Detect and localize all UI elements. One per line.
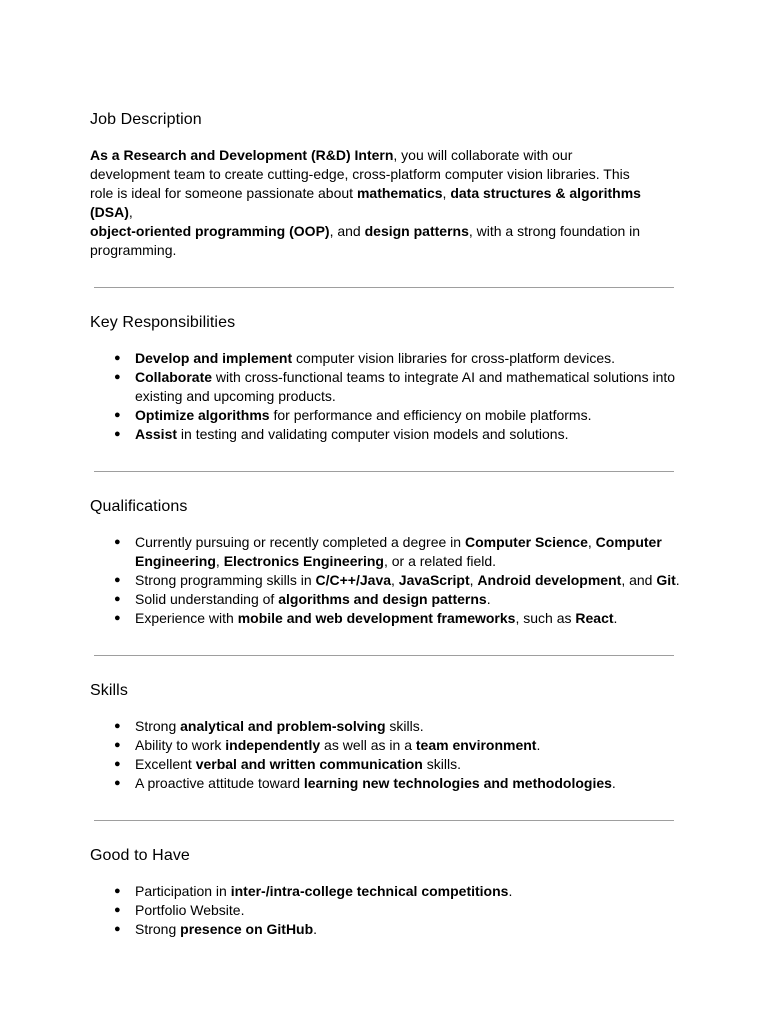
bullet-icon: ● [114,593,121,605]
bold-text: presence on GitHub [180,921,314,937]
bold-text: object-oriented programming (OOP) [90,223,330,239]
text: , or a related field. [383,553,497,569]
bold-text: mobile and web development frameworks [237,610,516,626]
bullet-icon: ● [114,904,121,916]
text: Portfolio Website. [135,902,245,918]
bold-text: Optimize algorithms [135,407,270,423]
list-item [90,349,680,368]
bold-text: data structures & algorithms (DSA) [90,185,641,220]
text: Strong programming skills in [135,572,316,588]
text: in testing and validating computer vision models and solutions. [177,426,569,442]
text: Solid understanding of [135,591,279,607]
bold-text: independently [225,737,321,753]
bold-text: C/C++/Java [315,572,392,588]
list-item [90,717,680,736]
list-item [90,774,680,793]
bullet-icon: ● [114,923,121,935]
bold-text: Computer Engineering [135,534,662,569]
bold-text: Computer Science [464,534,588,550]
text: , with a strong foundation in programming. [90,223,641,258]
text: Participation in [135,883,231,899]
document-page [90,109,680,939]
bold-text: design patterns [364,223,469,239]
bold-text: As a Research and Development (R&D) Intern [90,147,394,163]
bold-text: analytical and problem-solving [180,718,386,734]
text: . [508,883,513,899]
bullet-icon: ● [114,720,121,732]
text: , [391,572,399,588]
bold-text: Android development [477,572,622,588]
bold-text: Git [656,572,676,588]
list-item [90,882,680,901]
section-title-job-description: Job Description [90,111,202,128]
bold-text: Assist [135,426,178,442]
text: with cross-functional teams to integrate AI and mathematical solutions into existing and upcoming products. [135,369,676,404]
bold-text: learning new technologies and methodologies [303,775,612,791]
bold-text: mathematics [356,185,443,201]
bold-text: inter-/intra-college technical competitions [230,883,509,899]
qualifications-list [90,533,680,628]
text: Currently pursuing or recently completed a degree in [135,534,465,550]
text: , [587,534,596,550]
bold-text: Electronics Engineering [223,553,384,569]
text: , [128,204,133,220]
text: Excellent [135,756,196,772]
text: . [675,572,680,588]
text: , you will collaborate with our development team to create cutting-edge, cross-platform computer vision libraries. This role is ideal for someone passionate about [90,147,630,201]
bullet-icon: ● [114,536,121,548]
bold-text: Collaborate [135,369,213,385]
bullet-icon: ● [114,352,121,364]
good-to-have-list [90,882,680,939]
list-item [90,736,680,755]
job-description-paragraph [90,146,646,260]
text: as well as in a [320,737,416,753]
list-item [90,901,680,920]
list-item [90,609,680,628]
section-title-qualifications: Qualifications [90,498,188,515]
section-title-skills: Skills [90,682,128,699]
list-item [90,571,680,590]
text: computer vision libraries for cross-platform devices. [292,350,616,366]
divider [94,655,674,656]
divider [94,287,674,288]
text: A proactive attitude toward [135,775,304,791]
list-item [90,755,680,774]
list-item [90,533,680,571]
list-item [90,425,680,444]
text: for performance and efficiency on mobile platforms. [269,407,592,423]
text: Experience with [135,610,238,626]
bold-text: verbal and written communication [195,756,423,772]
bullet-icon: ● [114,739,121,751]
list-item [90,368,680,406]
bold-text: team environment [415,737,537,753]
bullet-icon: ● [114,574,121,586]
bullet-icon: ● [114,777,121,789]
text: . [486,591,491,607]
bold-text: algorithms and design patterns [278,591,487,607]
text: Strong [135,718,181,734]
bold-text: Develop and implement [135,350,293,366]
responsibilities-list [90,349,680,444]
text: , and [329,223,365,239]
text: . [613,610,618,626]
list-item [90,920,680,939]
section-title-good-to-have: Good to Have [90,847,190,864]
text: , and [621,572,657,588]
text: , [442,185,451,201]
skills-list [90,717,680,793]
list-item [90,590,680,609]
bold-text: JavaScript [398,572,470,588]
text: Strong [135,921,181,937]
text: . [313,921,318,937]
text: , [469,572,478,588]
text: Ability to work [135,737,226,753]
divider [94,820,674,821]
bullet-icon: ● [114,371,121,383]
bullet-icon: ● [114,428,121,440]
text: . [611,775,616,791]
bullet-icon: ● [114,409,121,421]
text: skills. [385,718,424,734]
list-item [90,406,680,425]
bullet-icon: ● [114,612,121,624]
text: , such as [515,610,576,626]
section-title-key-responsibilities: Key Responsibilities [90,314,236,331]
text: , [215,553,224,569]
text: skills. [422,756,461,772]
bold-text: React [575,610,614,626]
bullet-icon: ● [114,758,121,770]
text: . [536,737,541,753]
bullet-icon: ● [114,885,121,897]
divider [94,471,674,472]
